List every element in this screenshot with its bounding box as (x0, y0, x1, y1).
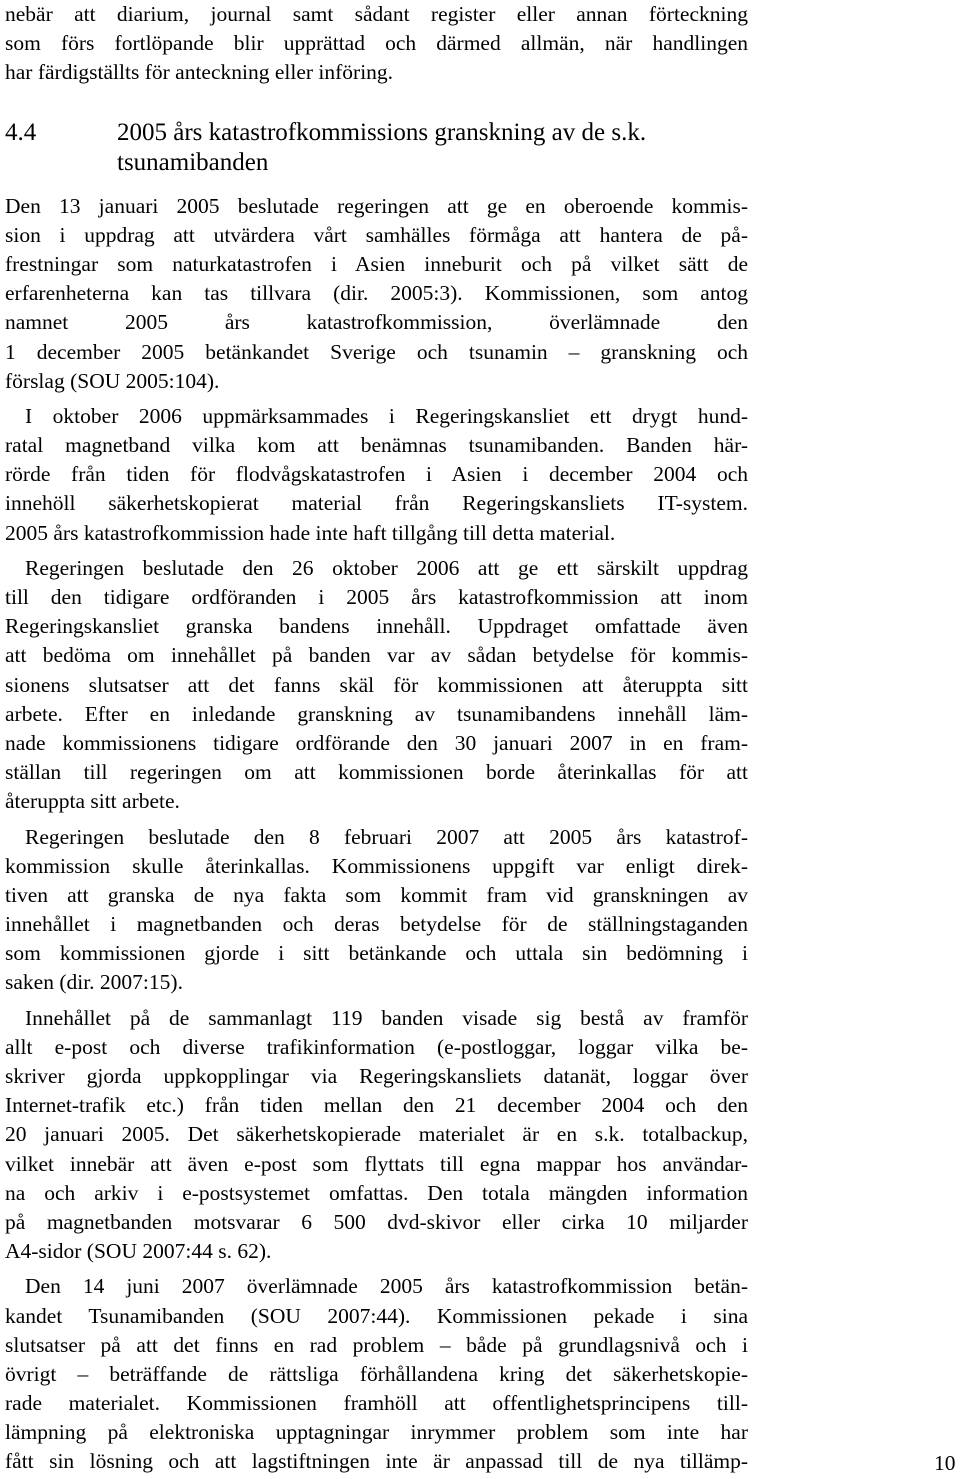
text-line: 2005 års katastrofkommission hade inte haft tillgång till detta material. (5, 520, 616, 545)
heading-line-2: tsunamibanden (117, 148, 269, 176)
text-line: sionens slutsatser att det fanns skäl för kommissionen att återuppta sitt (5, 672, 748, 697)
text-line: fått sin lösning och att lagstiftningen inte är anpassad till de nya tillämp- (5, 1449, 748, 1474)
text-line: innehållet i magnetbanden och deras betydelse för de ställningstaganden (5, 912, 748, 937)
text-line: ratal magnetband vilka kom att benämnas tsunamibanden. Banden här- (5, 433, 748, 458)
text-line: sion i uppdrag att utvärdera vårt samhälles förmåga att hantera de på- (5, 222, 748, 247)
text-line: skriver gjorda uppkopplingar via Regeringskansliets datanät, loggar över (5, 1064, 748, 1088)
intro-paragraph (5, 0, 748, 88)
text-line: Innehållet på de sammanlagt 119 banden visade sig bestå av framför (25, 1005, 748, 1030)
text-line: namnet 2005 års katastrofkommission, överlämnade den (5, 310, 748, 335)
text-line: tiven att granska de nya fakta som kommit fram vid granskningen av (5, 882, 748, 907)
text-line: har färdigställts för anteckning eller införing. (5, 60, 394, 85)
paragraph (5, 192, 748, 396)
text-line: lämpning på elektroniska upptagningar inrymmer problem som inte har (5, 1420, 748, 1445)
text-line: ställan till regeringen om att kommissionen borde återinkallas för att (5, 760, 748, 785)
text-line: som förs fortlöpande blir upprättad och därmed allmän, när handlingen (5, 31, 748, 56)
text-line: förslag (SOU 2005:104). (5, 368, 220, 393)
text-line: Internet-trafik etc.) från tiden mellan den 21 december 2004 och den (5, 1093, 748, 1118)
paragraph (5, 1272, 748, 1476)
text-line: A4-sidor (SOU 2007:44 s. 62). (5, 1239, 272, 1264)
paragraph (5, 554, 748, 817)
paragraph (5, 1004, 748, 1267)
text-line: na och arkiv i e-postsystemet omfattas. Den totala mängden information (5, 1180, 748, 1205)
text-line: övrigt – beträffande de rättsliga förhållandena kring det säkerhetskopie- (5, 1361, 748, 1386)
text-line: allt e-post och diverse trafikinformation (e-postloggar, loggar vilka be- (5, 1034, 748, 1059)
document-page (5, 0, 748, 1477)
section-heading (5, 118, 748, 178)
text-line: I oktober 2006 uppmärksammades i Regeringskansliet ett drygt hund- (25, 403, 748, 428)
paragraph (5, 823, 748, 998)
text-line: på magnetbanden motsvarar 6 500 dvd-skivor eller cirka 10 miljarder (5, 1209, 748, 1234)
page-number: 10 (934, 1451, 956, 1475)
text-line: slutsatser på att det finns en rad problem – både på grundlagsnivå och i (5, 1332, 748, 1357)
text-line: Den 13 januari 2005 beslutade regeringen att ge en oberoende kommis- (5, 193, 748, 218)
text-line: saken (dir. 2007:15). (5, 970, 183, 995)
text-line: rörde från tiden för flodvågskatastrofen i Asien i december 2004 och (5, 462, 748, 487)
paragraph (5, 402, 748, 548)
text-line: erfarenheterna kan tas tillvara (dir. 2005:3). Kommissionen, som antog (5, 281, 748, 306)
text-line: nade kommissionens tidigare ordförande den 30 januari 2007 in en fram- (5, 730, 748, 755)
body-text (5, 192, 748, 1477)
text-line: innehöll säkerhetskopierat material från Regeringskansliets IT-system. (5, 491, 748, 516)
text-line: Regeringen beslutade den 8 februari 2007 att 2005 års katastrof- (25, 824, 748, 849)
text-line: till den tidigare ordföranden i 2005 års katastrofkommission att inom (5, 585, 748, 609)
text-line: nebär att diarium, journal samt sådant register eller annan förteckning (5, 2, 748, 26)
text-line: Den 14 juni 2007 överlämnade 2005 års katastrofkommission betän- (25, 1274, 748, 1299)
text-line: kandet Tsunamibanden (SOU 2007:44). Kommissionen pekade i sina (5, 1303, 748, 1328)
text-line: Regeringen beslutade den 26 oktober 2006 att ge ett särskilt uppdrag (25, 555, 748, 580)
text-line: frestningar som naturkatastrofen i Asien inneburit och på vilket sätt de (5, 251, 748, 276)
text-line: arbete. Efter en inledande granskning av tsunamibandens innehåll läm- (5, 701, 748, 726)
heading-text: 2005 års katastrofkommissions granskning av de s.k. (117, 118, 647, 146)
text-line: återuppta sitt arbete. (5, 789, 180, 814)
section-number: 4.4 (5, 118, 37, 146)
heading-line-1 (5, 118, 748, 148)
text-line: rade materialet. Kommissionen framhöll att offentlighetsprincipens till- (5, 1391, 748, 1416)
text-line: vilket innebär att även e-post som flyttats till egna mappar hos användar- (5, 1151, 748, 1176)
text-line: 20 januari 2005. Det säkerhetskopierade materialet är en s.k. totalbackup, (5, 1122, 748, 1147)
text-line: 1 december 2005 betänkandet Sverige och tsunamin – granskning och (5, 339, 748, 364)
text-line: kommission skulle återinkallas. Kommissionens uppgift var enligt direk- (5, 853, 748, 878)
text-line: Regeringskansliet granska bandens innehåll. Uppdraget omfattade även (5, 614, 748, 639)
text-line: som kommissionen gjorde i sitt betänkande och uttala sin bedömning i (5, 941, 748, 966)
text-line: att bedöma om innehållet på banden var av sådan betydelse för kommis- (5, 643, 748, 668)
